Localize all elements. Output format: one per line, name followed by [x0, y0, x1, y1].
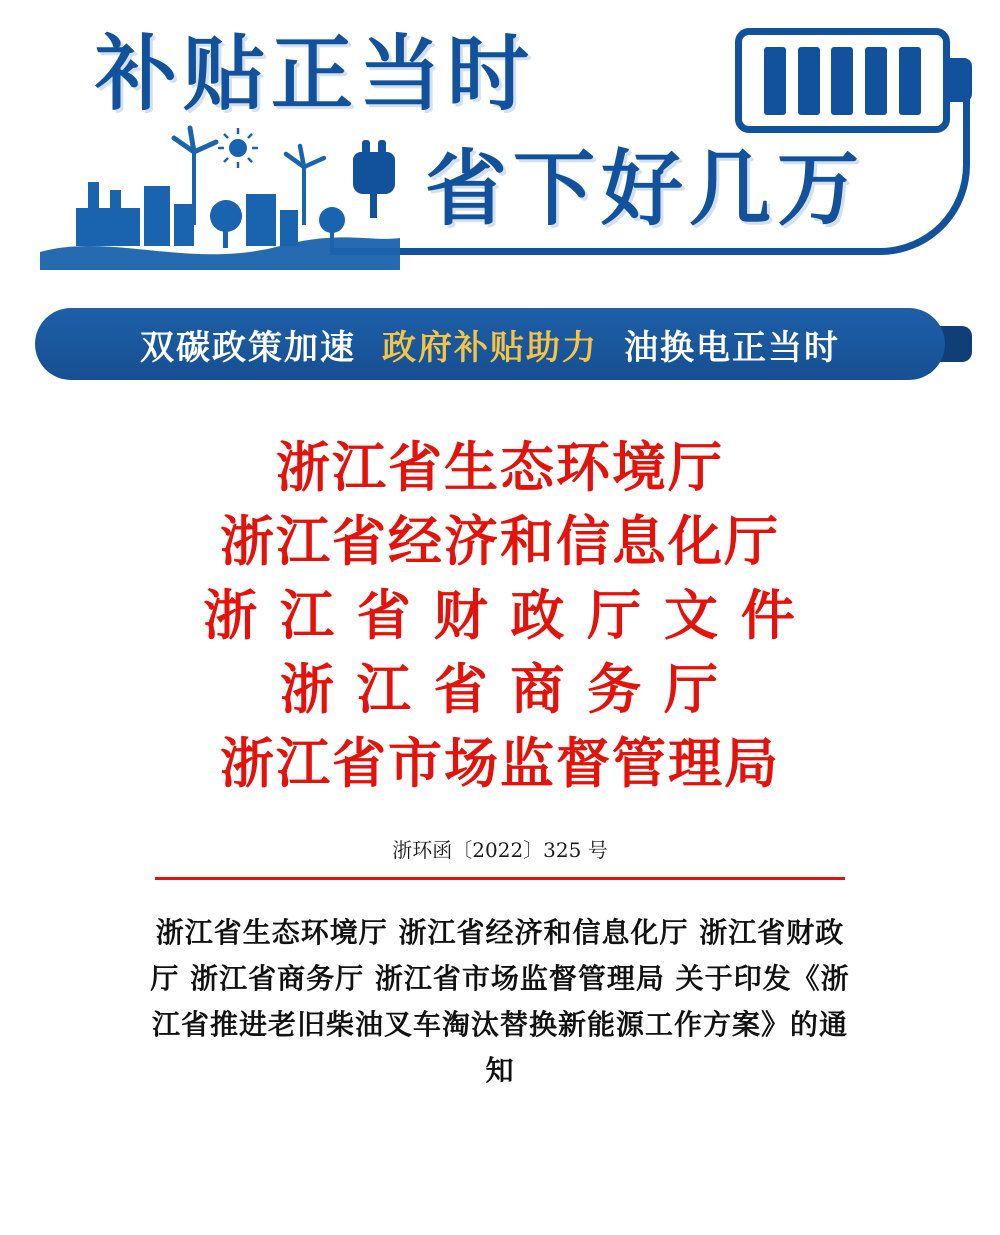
ribbon-segment-1: 双碳政策加速: [140, 327, 356, 368]
official-document: [0, 430, 1000, 1094]
red-divider: [155, 877, 845, 880]
issuer-line: 浙 江 省 商 务 厅: [280, 657, 720, 721]
document-title: 浙江省生态环境厅 浙江省经济和信息化厅 浙江省财政厅 浙江省商务厅 浙江省市场监督管理局 关于印发《浙江省推进老旧柴油叉车淘汰替换新能源工作方案》的通知: [150, 916, 850, 1087]
policy-ribbon-bar: [35, 308, 945, 380]
ribbon-segment-3: 油换电正当时: [624, 327, 840, 368]
document-number: 浙环函〔2022〕325 号: [392, 838, 608, 862]
hero-title-line-2: 省下好几万: [425, 142, 866, 237]
issuer-line: 浙江省市场监督管理局: [220, 731, 780, 795]
issuer-line: 浙 江 省 财 政 厅 文 件: [203, 583, 797, 647]
hero-title-line-1: 补贴正当时: [95, 27, 536, 122]
ribbon-segment-2: 政府补贴助力: [382, 327, 598, 368]
issuer-line: 浙江省经济和信息化厅: [220, 509, 780, 573]
hero-banner: [0, 0, 1000, 290]
issuing-agencies: [0, 430, 1000, 800]
issuer-line: 浙江省生态环境厅: [276, 435, 724, 499]
eco-city-skyline-icon: [40, 120, 400, 270]
